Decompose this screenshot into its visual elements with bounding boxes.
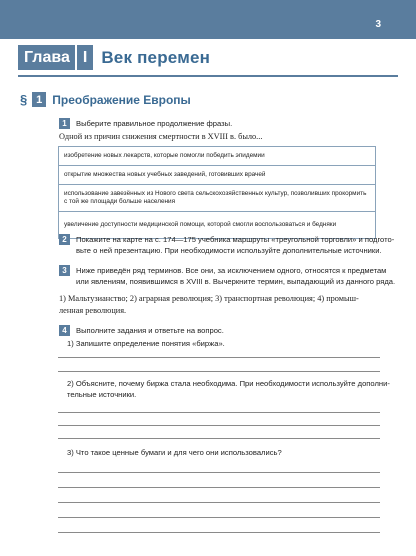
option-2[interactable]: открытие множества новых учебных заведений, готовивших врачей (59, 165, 375, 184)
chapter-label: Глава (18, 45, 75, 70)
option-3[interactable]: использование завезённых из Нового света сельскохозяйственных культур, позволивших прокормить с той же площади больше населения (59, 184, 375, 211)
answer-line[interactable] (58, 517, 380, 518)
section-sign: § (20, 92, 28, 107)
answer-line[interactable] (58, 371, 380, 372)
task-2-badge: 2 (59, 234, 70, 245)
option-4[interactable]: увеличение доступности медицинской помощи, которой смогли воспользоваться и бедняки (59, 211, 375, 238)
section-heading (20, 92, 191, 107)
answer-line[interactable] (58, 438, 380, 439)
task-3-terms-line-1: 1) Мальтузианство; 2) аграрная революция; 3) транспортная революция; 4) промыш- (59, 294, 359, 303)
answer-line[interactable] (58, 487, 380, 488)
task-1-prompt: Выберите правильное продолжение фразы. (76, 119, 233, 128)
task-1-badge: 1 (59, 118, 70, 129)
chapter-title: Век перемен (101, 47, 211, 67)
answer-line[interactable] (58, 472, 380, 473)
option-1[interactable]: изобретение новых лекарств, которые помогли победить эпидемии (64, 151, 265, 159)
task-4-badge: 4 (59, 325, 70, 336)
answer-line[interactable] (58, 357, 380, 358)
answer-line[interactable] (58, 412, 380, 413)
task-2-line-2: вьте о ней презентацию. При необходимости используйте дополнительные источники. (76, 246, 382, 255)
answer-line[interactable] (58, 425, 380, 426)
chapter-heading (18, 45, 210, 70)
chapter-divider (18, 75, 398, 77)
task-4-sub-2-line-1: 2) Объясните, почему биржа стала необходима. При необходимости используйте дополни- (67, 379, 390, 388)
top-banner (0, 0, 416, 39)
section-number: 1 (32, 92, 46, 107)
chapter-number: I (77, 45, 93, 70)
task-4-prompt: Выполните задания и ответьте на вопрос. (76, 326, 224, 335)
answer-line[interactable] (58, 502, 380, 503)
page-number: 3 (375, 19, 381, 30)
task-3-terms-line-2: ленная революция. (59, 306, 127, 315)
task-4-sub-2-line-2: тельные источники. (67, 390, 137, 399)
task-1-stem: Одной из причин снижения смертности в XVIII в. было... (59, 132, 263, 141)
task-4-sub-1: 1) Запишите определение понятия «биржа». (67, 339, 225, 348)
task-3-line-1: Ниже приведён ряд терминов. Все они, за исключением одного, относятся к предметам (76, 266, 387, 275)
answer-line[interactable] (58, 532, 380, 533)
task-2-line-1: Покажите на карте на с. 174—175 учебника маршруты «треугольной торговли» и подгото- (76, 235, 395, 244)
section-title: Преображение Европы (52, 92, 191, 107)
task-4-sub-3: 3) Что такое ценные бумаги и для чего они использовались? (67, 448, 282, 457)
task-1-options-table (58, 146, 376, 239)
task-3-badge: 3 (59, 265, 70, 276)
task-3-line-2: или явлениям, появившимся в XVIII в. Вычеркните термин, выпадающий из данного ряда. (76, 277, 396, 286)
